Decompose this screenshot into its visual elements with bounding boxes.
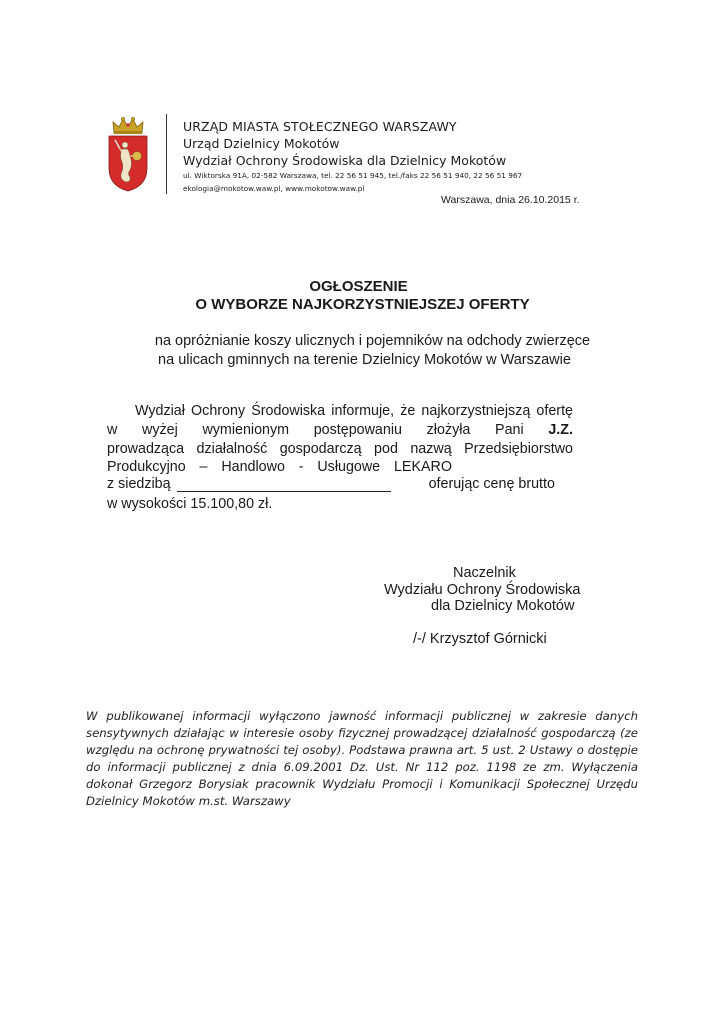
body-line-2	[107, 422, 573, 438]
redaction-note: W publikowanej informacji wyłączono jawność informacji publicznej w zakresie danych sensytywnych działając w interesie osoby fizycznej prowadzącej działalność gospodarczą (ze względu na ochronę prywatności tej osoby). Podstawa prawna art. 5 ust. 2 Ustawy o dostępie do informacji publicznej z dnia 6.09.2001 Dz. Ust. Nr 112 poz. 1198 ze zm. Wyłączenia dokonał Grzegorz Borysiak pracownik Wydziału Promocji i Komunikacji Społecznej Urzędu Dzielnicy Mokotów m.st. Warszawy	[86, 709, 638, 809]
body-line-2-text: w wyżej wymienionym postępowaniu złożyła Pani	[107, 422, 524, 438]
signature-name: /-/ Krzysztof Górnicki	[413, 631, 547, 647]
warsaw-crest-icon	[106, 116, 150, 192]
header-contact: ekologia@mokotow.waw.pl, www.mokotow.waw.pl	[183, 184, 365, 193]
header-district-office: Urząd Dzielnicy Mokotów	[183, 136, 340, 151]
document-date: Warszawa, dnia 26.10.2015 r.	[441, 194, 580, 206]
header-department: Wydział Ochrony Środowiska dla Dzielnicy Mokotów	[183, 153, 507, 168]
seat-label: z siedzibą	[107, 476, 171, 492]
subject-line-1: na opróżnianie koszy ulicznych i pojemników na odchody zwierzęce	[154, 333, 591, 349]
price-label: oferując cenę brutto	[428, 476, 555, 492]
body-line-3: prowadząca działalność gospodarczą pod nazwą Przedsiębiorstwo	[107, 441, 573, 457]
body-line-5	[107, 476, 573, 492]
document-subtitle: O WYBORZE NAJKORZYSTNIEJSZEJ OFERTY	[195, 296, 530, 313]
crown-icon	[113, 117, 143, 134]
signature-department: Wydziału Ochrony Środowiska	[384, 582, 581, 598]
redacted-initials: J.Z.	[548, 422, 573, 438]
header-divider	[166, 114, 167, 194]
signature-title: Naczelnik	[453, 565, 516, 581]
header-address: ul. Wiktorska 91A, 02-582 Warszawa, tel. 22 56 51 945, tel./faks 22 56 51 940, 22 56 51 967	[183, 171, 523, 180]
body-line-1: Wydział Ochrony Środowiska informuje, że najkorzystniejszą ofertę	[135, 403, 573, 419]
subject-line-2: na ulicach gminnych na terenie Dzielnicy Mokotów w Warszawie	[158, 352, 571, 368]
redacted-address-blank	[177, 477, 391, 492]
document-title: OGŁOSZENIE	[309, 278, 408, 295]
body-line-6: w wysokości 15.100,80 zł.	[107, 496, 273, 512]
body-line-4: Produkcyjno – Handlowo - Usługowe LEKARO	[107, 459, 452, 475]
header-office-name: URZĄD MIASTA STOŁECZNEGO WARSZAWY	[183, 119, 457, 134]
signature-district: dla Dzielnicy Mokotów	[431, 598, 575, 614]
